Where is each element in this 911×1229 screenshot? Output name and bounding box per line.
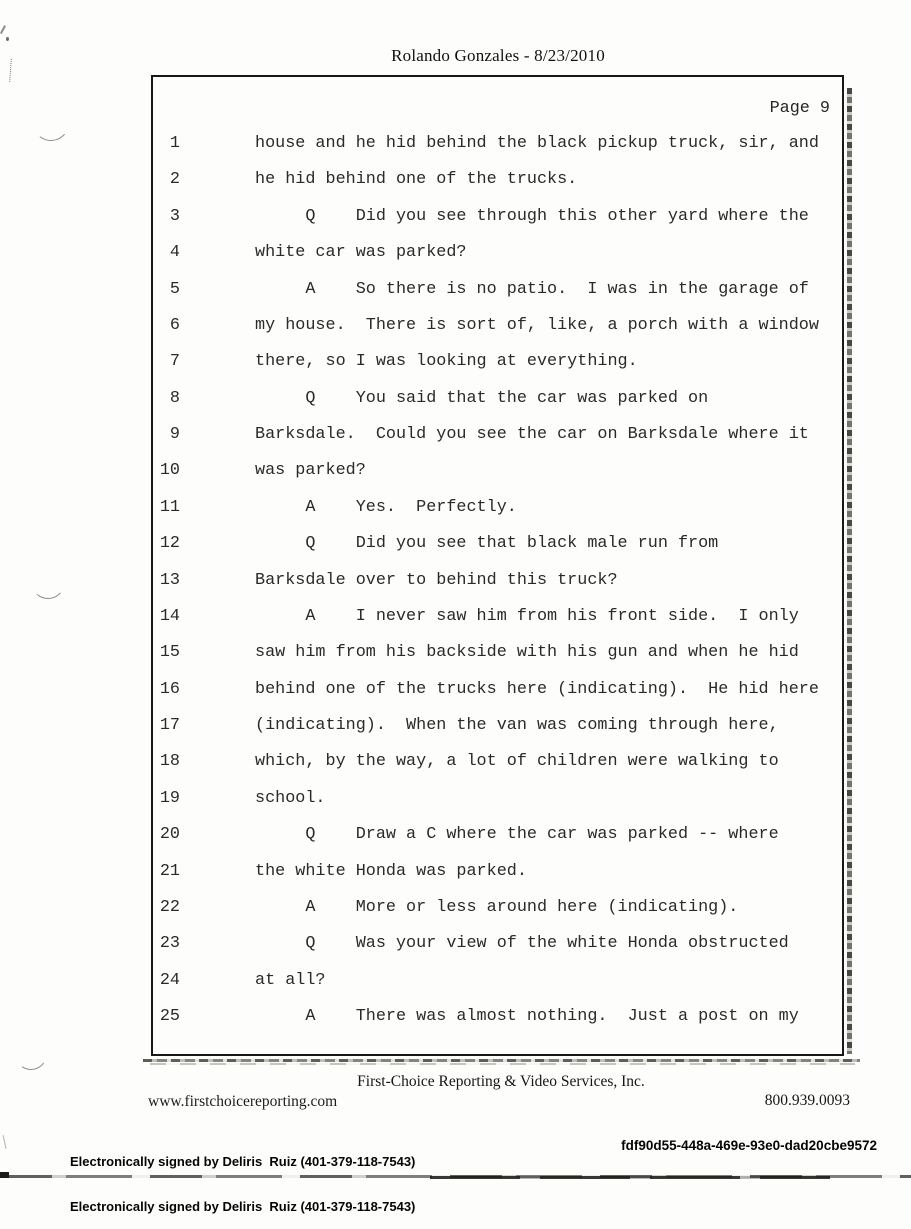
- signature-line-2: Electronically signed by Deliris Ruiz (401-379-118-7543): [70, 1199, 416, 1214]
- line-text: at all?: [255, 970, 326, 990]
- transcript-line: [153, 817, 842, 853]
- line-text: behind one of the trucks here (indicating). He hid here: [255, 679, 819, 699]
- transcript-line: [153, 599, 842, 635]
- line-number: 23: [159, 934, 180, 954]
- line-number: 22: [159, 897, 180, 917]
- line-text: A More or less around here (indicating).: [255, 897, 739, 917]
- transcript-line: [153, 490, 842, 526]
- line-number: 13: [159, 570, 180, 590]
- line-number: 3: [169, 206, 180, 226]
- line-text: white car was parked?: [255, 243, 467, 263]
- line-text: there, so I was looking at everything.: [255, 352, 638, 372]
- scan-mark-squiggle: [9, 59, 15, 82]
- line-text: he hid behind one of the trucks.: [255, 170, 578, 190]
- transcript-line: [153, 635, 842, 671]
- transcript-line: [153, 744, 842, 780]
- line-text: was parked?: [255, 461, 366, 481]
- scan-page-bottom-band-dark: [430, 1176, 830, 1179]
- line-number: 8: [169, 388, 180, 408]
- line-number: 11: [159, 497, 180, 517]
- line-text: A Yes. Perfectly.: [255, 497, 517, 517]
- transcript-line: [153, 453, 842, 489]
- line-text: A I never saw him from his front side. I only: [255, 606, 799, 626]
- line-number: 12: [159, 534, 180, 554]
- scan-mark-dot: [6, 37, 9, 41]
- footer-phone: 800.939.0093: [764, 1092, 850, 1109]
- line-text: (indicating). When the van was coming through here,: [255, 716, 779, 735]
- line-number: 14: [159, 606, 180, 626]
- line-text: Q You said that the car was parked on: [255, 388, 709, 408]
- transcript-page: [151, 75, 844, 1056]
- transcript-line: [153, 526, 842, 562]
- footer-company: First-Choice Reporting & Video Services, Inc.: [357, 1073, 645, 1090]
- punch-hole-arc-middle: [30, 564, 66, 600]
- line-text: school.: [255, 788, 326, 808]
- line-text: Barksdale over to behind this truck?: [255, 570, 618, 590]
- transcript-line: [153, 963, 842, 999]
- header-title: Rolando Gonzales - 8/23/2010: [391, 46, 605, 65]
- line-number: 19: [159, 788, 180, 808]
- line-number: 7: [169, 352, 180, 372]
- scan-page-bottom-band-start: [0, 1172, 9, 1178]
- transcript-line: [153, 854, 842, 890]
- line-text: A So there is no patio. I was in the garage of: [255, 279, 809, 299]
- line-number: 21: [159, 861, 180, 881]
- line-text: saw him from his backside with his gun and when he hid: [255, 643, 799, 663]
- line-number: 17: [159, 716, 180, 735]
- line-text: house and he hid behind the black pickup truck, sir, and: [255, 134, 819, 153]
- transcript-line: [153, 235, 842, 271]
- signature-line-1: Electronically signed by Deliris Ruiz (401-379-118-7543): [70, 1154, 416, 1169]
- transcript-line: [153, 126, 842, 162]
- scan-mark-bottom-squiggle: [3, 1135, 12, 1149]
- line-text: which, by the way, a lot of children were walking to: [255, 752, 779, 772]
- line-text: A There was almost nothing. Just a post on my: [255, 1007, 799, 1026]
- line-number: 15: [159, 643, 180, 663]
- line-number: 16: [159, 679, 180, 699]
- transcript-line: [153, 708, 842, 744]
- transcript-line: [153, 381, 842, 417]
- scan-mark-slash: [0, 25, 6, 34]
- transcript-line: [153, 781, 842, 817]
- line-number: 5: [169, 279, 180, 299]
- line-number: 25: [159, 1007, 180, 1026]
- line-number: 18: [159, 752, 180, 772]
- transcript-line: [153, 272, 842, 308]
- scan-edge-shadow-right: [847, 88, 852, 1054]
- transcript-line: [153, 308, 842, 344]
- transcript-line: [153, 199, 842, 235]
- transcript-line: [153, 563, 842, 599]
- line-number: 6: [169, 315, 180, 335]
- transcript-line: [153, 162, 842, 198]
- page-number-label: Page 9: [769, 99, 830, 118]
- document-id: fdf90d55-448a-469e-93e0-dad20cbe9572: [621, 1138, 877, 1153]
- transcript-line: [153, 999, 842, 1035]
- line-text: Barksdale. Could you see the car on Barksdale where it: [255, 425, 809, 444]
- signature-block: [70, 1124, 415, 1229]
- transcript-line: [153, 890, 842, 926]
- scan-edge-shadow-bottom-faint: [150, 1063, 855, 1065]
- line-number: 4: [169, 243, 180, 263]
- transcript-line: [153, 672, 842, 708]
- line-text: Q Draw a C where the car was parked -- where: [255, 825, 779, 845]
- line-text: Q Did you see that black male run from: [255, 534, 719, 554]
- line-number: 20: [159, 825, 180, 845]
- line-text: Q Did you see through this other yard where the: [255, 206, 809, 226]
- line-number: 10: [159, 461, 180, 481]
- scan-edge-shadow-bottom: [143, 1059, 860, 1062]
- line-text: my house. There is sort of, like, a porch with a window: [255, 315, 819, 335]
- transcript-line: [153, 926, 842, 962]
- punch-hole-arc-top: [31, 104, 70, 143]
- line-text: Q Was your view of the white Honda obstructed: [255, 934, 789, 954]
- line-number: 1: [169, 134, 180, 153]
- transcript-line: [153, 417, 842, 453]
- line-number: 9: [169, 425, 180, 444]
- punch-hole-arc-bottom: [12, 1035, 49, 1072]
- line-number: 2: [169, 170, 180, 190]
- transcript-lines: [153, 126, 842, 1035]
- footer-website: www.firstchoicereporting.com: [148, 1093, 338, 1110]
- line-number: 24: [159, 970, 180, 990]
- transcript-line: [153, 344, 842, 380]
- line-text: the white Honda was parked.: [255, 861, 527, 881]
